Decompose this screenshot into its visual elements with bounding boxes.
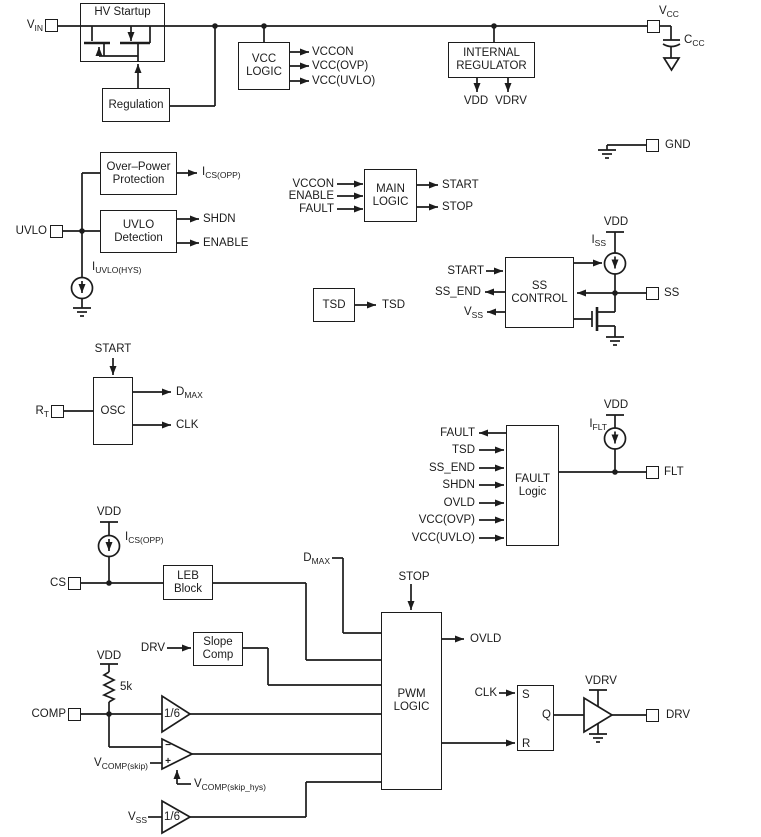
- gain-comp-amp-label: 1/6: [164, 708, 180, 720]
- enable-out-label: ENABLE: [203, 237, 249, 249]
- iss-label: $I_{SS}$: [591, 234, 606, 248]
- uvlo-pin-label: UVLO: [15, 225, 47, 237]
- vdd-iss-rail-label: VDD: [603, 216, 629, 228]
- fault-logic-vcc-uvlo-in-label: VCC(UVLO): [411, 532, 475, 544]
- osc-block: OSC: [93, 377, 133, 445]
- gnd-pin: [646, 139, 659, 152]
- vdd-iflt-rail-label: VDD: [603, 399, 629, 411]
- sr-latch-r-label: R: [522, 738, 531, 750]
- hv-startup-block: [80, 3, 165, 62]
- vdd-ics-rail-label: VDD: [96, 506, 122, 518]
- dmax-pwm-in-label: $D_{MAX}$: [303, 552, 330, 566]
- junction-dots: [79, 23, 618, 717]
- vcomp-skip-hys-label: $V_{COMP(skip\_hys)}$: [194, 778, 266, 792]
- cs-pin-label: CS: [50, 577, 66, 589]
- rt-pin: [51, 405, 64, 418]
- vdrv-regulator-label: VDRV: [495, 95, 527, 107]
- osc-start-in-label: START: [94, 343, 132, 355]
- uvlo-detection-block: UVLO Detection: [100, 210, 177, 253]
- osc-dmax-out-label: $D_{MAX}$: [176, 386, 203, 400]
- drv-slope-in-label: DRV: [140, 642, 165, 654]
- vccon-out-label: VCCON: [312, 46, 354, 58]
- gain-vss-amp-label: 1/6: [164, 811, 180, 823]
- ss-control-block: SS CONTROL: [505, 257, 574, 328]
- fault-logic-block: FAULT Logic: [506, 425, 559, 546]
- flt-pin: [646, 466, 659, 479]
- sr-latch-q-label: Q: [542, 709, 551, 721]
- ics-opp-source-label: $I_{CS(OPP)}$: [125, 531, 164, 545]
- main-logic-fault-in-label: FAULT: [299, 203, 334, 215]
- iflt-label: $I_{FLT}$: [589, 418, 607, 432]
- gnd-pin-label: GND: [665, 139, 691, 151]
- main-logic-enable-in-label: ENABLE: [288, 190, 334, 202]
- slope-comp-block: Slope Comp: [193, 632, 243, 666]
- vin-pin: [45, 19, 58, 32]
- vcc-ovp-out-label: VCC(OVP): [312, 60, 369, 72]
- vin-pin-label: $V_{IN}$: [26, 19, 43, 33]
- comp-pin-label: COMP: [31, 708, 66, 720]
- vcc-logic-block: VCC LOGIC: [238, 42, 290, 90]
- comparator-plus-label: +: [165, 756, 171, 767]
- regulation-block: [102, 88, 170, 122]
- ss-control-ss-end-out-label: SS_END: [434, 286, 481, 298]
- uvlo-pin: [50, 225, 63, 238]
- fault-logic-ss-end-in-label: SS_END: [428, 462, 475, 474]
- stop-pwm-in-label: STOP: [398, 571, 430, 583]
- ss-control-vss-out-label: $V_{SS}$: [463, 306, 483, 320]
- regulation-label: Regulation: [108, 98, 164, 111]
- fault-logic-ovld-in-label: OVLD: [443, 497, 475, 509]
- sr-latch-s-label: S: [522, 689, 530, 701]
- rt-pin-label: $R_T$: [35, 405, 49, 419]
- vdd-5k-rail-label: VDD: [96, 650, 122, 662]
- comp-pin: [68, 708, 81, 721]
- leb-block: LEB Block: [163, 565, 213, 600]
- over-power-protection-block: Over–Power Protection: [100, 152, 177, 195]
- vcc-uvlo-out-label: VCC(UVLO): [312, 75, 376, 87]
- fault-logic-tsd-in-label: TSD: [452, 444, 475, 456]
- clk-latch-in-label: CLK: [474, 687, 497, 699]
- ics-opp-out-label: $I_{CS(OPP)}$: [202, 166, 241, 180]
- vdd-regulator-label: VDD: [463, 95, 489, 107]
- fault-logic-shdn-in-label: SHDN: [442, 479, 475, 491]
- comparator-minus-label: −: [165, 740, 171, 751]
- tsd-block: TSD: [313, 288, 355, 322]
- ss-pin: [646, 287, 659, 300]
- cs-pin: [68, 577, 81, 590]
- iuvlo-hys-label: $I_{UVLO(HYS)}$: [92, 261, 142, 275]
- drv-pin: [646, 709, 659, 722]
- vss-amp-in-label: $V_{SS}$: [127, 811, 147, 825]
- wires: [58, 26, 680, 833]
- ovld-pwm-out-label: OVLD: [470, 633, 502, 645]
- resistor-5k-label: 5k: [120, 681, 133, 693]
- main-logic-stop-out-label: STOP: [442, 201, 474, 213]
- vdrv-driver-rail-label: VDRV: [585, 675, 617, 687]
- pwm-logic-block: PWM LOGIC: [381, 612, 442, 790]
- flt-pin-label: FLT: [664, 466, 684, 478]
- vcomp-skip-label: $V_{COMP(skip)}$: [94, 757, 148, 771]
- shdn-out-label: SHDN: [203, 213, 236, 225]
- vcc-pin-label: $V_{CC}$: [659, 5, 679, 19]
- internal-regulator-block: INTERNAL REGULATOR: [448, 42, 535, 78]
- vcc-pin: [647, 20, 660, 33]
- ss-pin-label: SS: [664, 287, 680, 299]
- hv-startup-label: HV Startup: [94, 6, 151, 18]
- main-logic-vccon-in-label: VCCON: [292, 178, 334, 190]
- fault-logic-fault-out-label: FAULT: [440, 427, 475, 439]
- ccc-cap-label: $C_{CC}$: [684, 34, 705, 48]
- drv-pin-label: DRV: [666, 709, 691, 721]
- main-logic-start-out-label: START: [442, 179, 479, 191]
- osc-clk-out-label: CLK: [176, 419, 199, 431]
- fault-logic-vcc-ovp-in-label: VCC(OVP): [418, 514, 475, 526]
- tsd-out-label: TSD: [382, 299, 405, 311]
- ss-control-start-in-label: START: [447, 265, 484, 277]
- main-logic-block: MAIN LOGIC: [364, 169, 417, 222]
